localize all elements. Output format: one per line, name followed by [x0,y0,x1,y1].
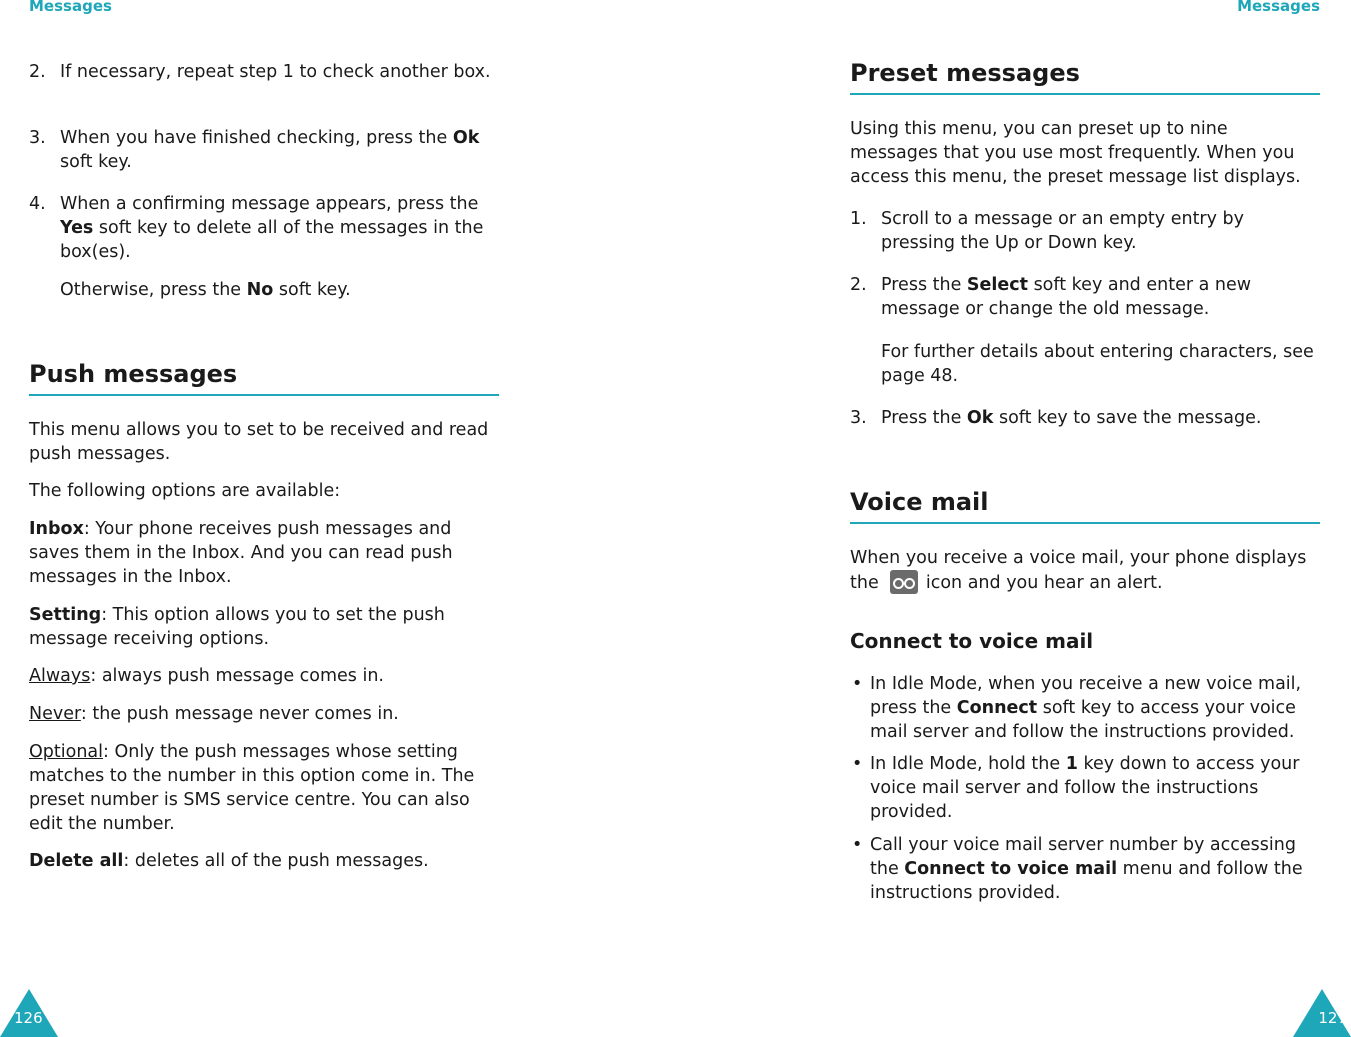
option-term: Inbox [29,519,84,539]
voice-mail-heading: Voice mail [850,487,1320,524]
select-key-label: Select [966,275,1028,295]
option-setting: Setting: This option allows you to set the push message receiving options. [29,605,445,649]
menu-name-label: Connect to voice mail [904,859,1118,879]
running-header-left: Messages [29,0,112,15]
bullet-icon: • [852,835,863,855]
options-intro: The following options are available: [29,481,341,501]
step-text: Scroll to a message or an empty entry by pressing the Up or Down key. [881,209,1245,253]
option-inbox: Inbox: Your phone receives push messages and saves them in the Inbox. And you can read push messages in the Inbox. [29,519,453,587]
option-term: Optional [29,742,103,762]
step-2 [850,273,1320,321]
option-term: Setting [29,605,102,625]
step-text: Press the Select soft key and enter a new message or change the old message. [881,275,1252,319]
step-4 [29,192,499,264]
step-number: 3. [850,408,867,428]
ok-key-label: Ok [966,408,994,428]
push-messages-heading: Push messages [29,359,499,396]
step-number: 3. [29,128,46,148]
option-always: Always: always push message comes in. [29,666,384,686]
step-number: 2. [850,275,867,295]
running-header-right: Messages [1237,0,1320,15]
yes-key-label: Yes [60,218,94,238]
push-intro: This menu allows you to set to be received and read push messages. [29,420,489,464]
ok-key-label: Ok [452,128,480,148]
step-number: 1. [850,209,867,229]
bullet-icon: • [852,674,863,694]
option-never: Never: the push message never comes in. [29,704,399,724]
connect-to-voice-mail-heading: Connect to voice mail [850,629,1094,653]
step-text: When you have finished checking, press the Ok soft key. [60,128,480,172]
option-term: Always [29,666,91,686]
page-number-left: 126 [14,1009,43,1027]
bullet-item: • In Idle Mode, when you receive a new voice mail, press the Connect soft key to access your voice mail server and follow the instructions provided. [852,674,1302,742]
step-text: Press the Ok soft key to save the message. [881,408,1262,428]
step-3 [850,406,1320,430]
bullet-icon: • [852,754,863,774]
voicemail-icon [890,570,918,594]
bullet-item: • In Idle Mode, hold the 1 key down to access your voice mail server and follow the instructions provided. [852,754,1300,822]
step-text: When a confirming message appears, press the Yes soft key to delete all of the messages in the box(es). [60,194,484,262]
step-3 [29,126,499,174]
option-optional: Optional: Only the push messages whose setting matches to the number in this option come in. The preset number is SMS service centre. You can also edit the number. [29,742,475,834]
option-term: Never [29,704,81,724]
page-number-right: 127 [1318,1009,1347,1027]
no-key-label: No [246,280,274,300]
connect-key-label: Connect [956,698,1038,718]
step-1 [850,207,1320,255]
step-2-note: For further details about entering characters, see page 48. [881,342,1314,386]
step-number: 2. [29,62,46,82]
step-number: 4. [29,194,46,214]
step-2 [29,60,499,84]
option-term: Delete all [29,851,124,871]
bullet-item: • Call your voice mail server number by accessing the Connect to voice mail menu and follow the instructions provided. [852,835,1303,903]
preset-intro: Using this menu, you can preset up to nine messages that you use most frequently. When you access this menu, the preset message list displays. [850,119,1301,187]
key-1-label: 1 [1065,754,1078,774]
otherwise-note: Otherwise, press the No soft key. [60,280,351,300]
preset-messages-heading: Preset messages [850,58,1320,95]
voice-intro: When you receive a voice mail, your phone displays the icon and you hear an alert. [850,548,1307,593]
option-delete-all: Delete all: deletes all of the push messages. [29,851,429,871]
step-text: If necessary, repeat step 1 to check another box. [60,62,491,82]
